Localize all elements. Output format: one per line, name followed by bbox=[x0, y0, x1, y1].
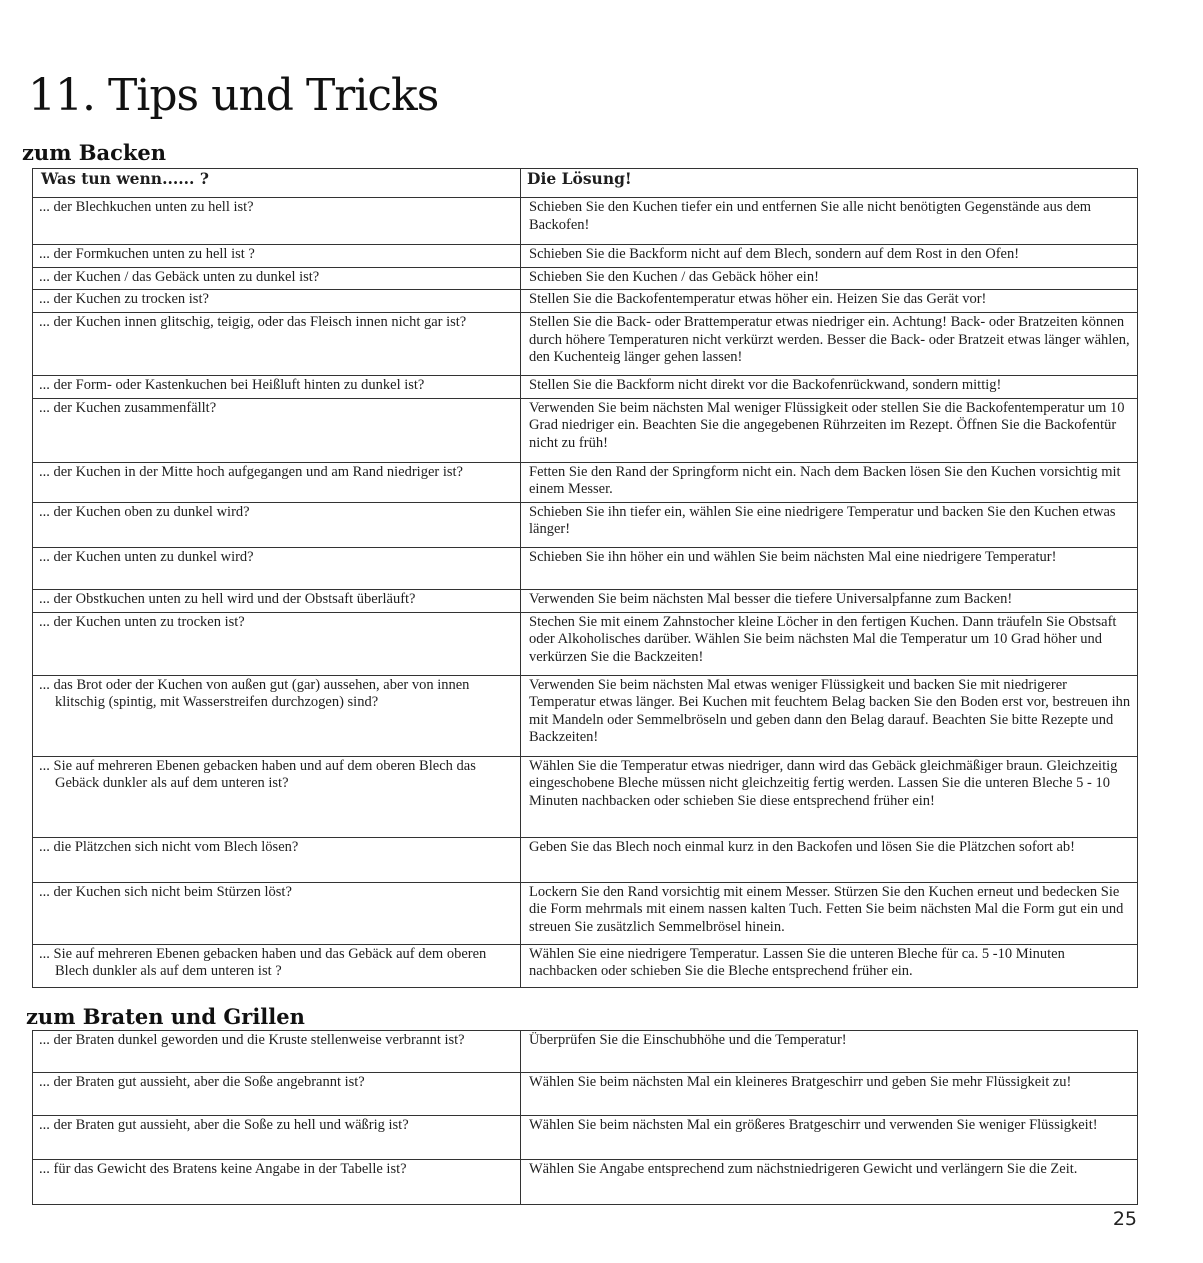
table-row bbox=[33, 267, 1138, 290]
question-cell bbox=[33, 245, 521, 268]
answer-cell: Überprüfen Sie die Einschubhöhe und die Temperatur! bbox=[521, 1031, 1138, 1073]
question-cell bbox=[33, 756, 521, 837]
table-row bbox=[33, 290, 1138, 313]
question-cell bbox=[33, 502, 521, 547]
page-title: 11. Tips und Tricks bbox=[28, 70, 439, 121]
table-braten bbox=[32, 1030, 1138, 1205]
table-row bbox=[33, 1116, 1138, 1160]
question-cell bbox=[33, 376, 521, 399]
table-row bbox=[33, 1160, 1138, 1205]
section-heading-backen: zum Backen bbox=[22, 140, 167, 165]
column-header-question: Was tun wenn...... ? bbox=[33, 169, 521, 198]
question-cell bbox=[33, 547, 521, 589]
question-text: ... der Kuchen unten zu dunkel wird? bbox=[39, 548, 254, 565]
table-backen bbox=[32, 168, 1138, 988]
table-row bbox=[33, 313, 1138, 376]
table-header-row bbox=[33, 169, 1138, 198]
question-text: ... der Obstkuchen unten zu hell wird und der Obstsaft überläuft? bbox=[39, 590, 416, 607]
answer-cell: Wählen Sie beim nächsten Mal ein größeres Bratgeschirr und verwenden Sie weniger Flüssigkeit! bbox=[521, 1116, 1138, 1160]
question-cell bbox=[33, 398, 521, 462]
question-text: ... der Kuchen innen glitschig, teigig, oder das Fleisch innen nicht gar ist? bbox=[39, 314, 467, 330]
answer-cell: Stellen Sie die Back- oder Brattemperatur etwas niedriger ein. Achtung! Back- oder Bratzeiten können durch höhere Temperaturen nicht verkürzt werden. Besser die Back- oder Bratzeit etwas länger wählen, den Kuchenteig länger gehen lassen! bbox=[521, 313, 1138, 376]
question-cell bbox=[33, 313, 521, 376]
answer-cell: Fetten Sie den Rand der Springform nicht ein. Nach dem Backen lösen Sie den Kuchen vorsichtig mit einem Messer. bbox=[521, 462, 1138, 502]
table-row bbox=[33, 198, 1138, 245]
answer-cell: Wählen Sie eine niedrigere Temperatur. Lassen Sie die unteren Bleche für ca. 5 -10 Minuten nachbacken oder schieben Sie die Bleche entsprechend früher ein. bbox=[521, 944, 1138, 987]
table-row bbox=[33, 675, 1138, 756]
answer-cell: Stechen Sie mit einem Zahnstocher kleine Löcher in den fertigen Kuchen. Dann träufeln Sie Obstsaft oder Alkoholisches darüber. Wählen Sie beim nächsten Mal die Temperatur um 10 Grad höher und verkürzen Sie die Backzeiten! bbox=[521, 612, 1138, 675]
answer-cell: Schieben Sie ihn tiefer ein, wählen Sie eine niedrigere Temperatur und backen Sie den Kuchen etwas länger! bbox=[521, 502, 1138, 547]
question-text: ... der Kuchen / das Gebäck unten zu dunkel ist? bbox=[39, 268, 320, 285]
answer-cell: Schieben Sie die Backform nicht auf dem Blech, sondern auf dem Rost in den Ofen! bbox=[521, 245, 1138, 268]
question-text: ... der Kuchen oben zu dunkel wird? bbox=[39, 503, 250, 520]
question-text: ... Sie auf mehreren Ebenen gebacken haben und das Gebäck auf dem oberen Blech dunkler als auf dem unteren ist ? bbox=[39, 945, 487, 979]
question-text: ... der Kuchen zu trocken ist? bbox=[39, 291, 209, 307]
answer-cell: Verwenden Sie beim nächsten Mal weniger Flüssigkeit oder stellen Sie die Backofentemperatur um 10 Grad niedriger ein. Beachten Sie die angegebenen Rührzeiten im Rezept. Öffnen Sie die Backofentür nicht zu früh! bbox=[521, 398, 1138, 462]
question-cell bbox=[33, 1160, 521, 1205]
question-cell bbox=[33, 1116, 521, 1160]
column-header-answer: Die Lösung! bbox=[521, 169, 1138, 198]
table-row bbox=[33, 502, 1138, 547]
question-cell bbox=[33, 198, 521, 245]
answer-cell: Lockern Sie den Rand vorsichtig mit einem Messer. Stürzen Sie den Kuchen erneut und bedecken Sie die Form mehrmals mit einem nassen kalten Tuch. Fetten Sie beim nächsten Mal die Form gut ein und streuen Sie zusätzlich Semmelbrösel hinein. bbox=[521, 882, 1138, 944]
question-cell bbox=[33, 290, 521, 313]
question-cell bbox=[33, 1031, 521, 1073]
table-row bbox=[33, 944, 1138, 987]
question-text: ... der Braten gut aussieht, aber die Soße zu hell und wäßrig ist? bbox=[39, 1117, 409, 1133]
section-heading-braten: zum Braten und Grillen bbox=[26, 1004, 305, 1029]
question-text: ... der Blechkuchen unten zu hell ist? bbox=[39, 199, 254, 215]
answer-cell: Wählen Sie die Temperatur etwas niedriger, dann wird das Gebäck gleichmäßiger braun. Gleichzeitig eingeschobene Bleche müssen nicht gleichzeitig fertig werden. Lassen Sie die unteren Bleche 5 - 10 Minuten nachbacken oder schieben Sie diese entsprechend früher ein! bbox=[521, 756, 1138, 837]
table-row bbox=[33, 547, 1138, 589]
table-row bbox=[33, 462, 1138, 502]
question-cell bbox=[33, 675, 521, 756]
question-text: ... der Kuchen sich nicht beim Stürzen löst? bbox=[39, 883, 292, 900]
question-text: ... der Kuchen in der Mitte hoch aufgegangen und am Rand niedriger ist? bbox=[39, 463, 463, 480]
question-text: ... der Kuchen unten zu trocken ist? bbox=[39, 613, 245, 630]
page-number: 25 bbox=[1112, 1208, 1137, 1230]
table-row bbox=[33, 837, 1138, 882]
answer-cell: Geben Sie das Blech noch einmal kurz in den Backofen und lösen Sie die Plätzchen sofort ab! bbox=[521, 837, 1138, 882]
question-text: ... die Plätzchen sich nicht vom Blech lösen? bbox=[39, 838, 299, 855]
table-row bbox=[33, 882, 1138, 944]
question-text: ... der Formkuchen unten zu hell ist ? bbox=[39, 246, 255, 262]
question-text: ... für das Gewicht des Bratens keine Angabe in der Tabelle ist? bbox=[39, 1161, 407, 1177]
question-text: ... der Kuchen zusammenfällt? bbox=[39, 399, 217, 416]
question-text: ... der Form- oder Kastenkuchen bei Heißluft hinten zu dunkel ist? bbox=[39, 377, 425, 393]
answer-cell: Wählen Sie beim nächsten Mal ein kleineres Bratgeschirr und geben Sie mehr Flüssigkeit zu! bbox=[521, 1073, 1138, 1116]
question-cell bbox=[33, 267, 521, 290]
table-row bbox=[33, 589, 1138, 612]
question-cell bbox=[33, 589, 521, 612]
answer-cell: Stellen Sie die Backofentemperatur etwas höher ein. Heizen Sie das Gerät vor! bbox=[521, 290, 1138, 313]
table-row bbox=[33, 1073, 1138, 1116]
answer-cell: Wählen Sie Angabe entsprechend zum nächstniedrigeren Gewicht und verlängern Sie die Zeit. bbox=[521, 1160, 1138, 1205]
table-row bbox=[33, 1031, 1138, 1073]
question-text: ... das Brot oder der Kuchen von außen gut (gar) aussehen, aber von innen klitschig (spintig, mit Wasserstreifen durchzogen) sind? bbox=[39, 676, 470, 710]
answer-cell: Verwenden Sie beim nächsten Mal besser die tiefere Universalpfanne zum Backen! bbox=[521, 589, 1138, 612]
question-cell bbox=[33, 462, 521, 502]
question-cell bbox=[33, 837, 521, 882]
table-row bbox=[33, 398, 1138, 462]
answer-cell: Verwenden Sie beim nächsten Mal etwas weniger Flüssigkeit und backen Sie mit niedrigerer Temperatur etwas länger. Bei Kuchen mit feuchtem Belag backen Sie den Boden erst vor, bestreuen ihn mit Mandeln oder Semmelbröseln und geben dann den Belag darauf. Beachten Sie bitte Rezepte und Backzeiten! bbox=[521, 675, 1138, 756]
table-row bbox=[33, 756, 1138, 837]
question-cell bbox=[33, 882, 521, 944]
question-cell bbox=[33, 1073, 521, 1116]
question-text: ... Sie auf mehreren Ebenen gebacken haben und auf dem oberen Blech das Gebäck dunkler als auf dem unteren ist? bbox=[39, 757, 476, 791]
table-row bbox=[33, 612, 1138, 675]
answer-cell: Schieben Sie den Kuchen / das Gebäck höher ein! bbox=[521, 267, 1138, 290]
answer-cell: Stellen Sie die Backform nicht direkt vor die Backofenrückwand, sondern mittig! bbox=[521, 376, 1138, 399]
question-text: ... der Braten gut aussieht, aber die Soße angebrannt ist? bbox=[39, 1074, 365, 1090]
answer-cell: Schieben Sie ihn höher ein und wählen Sie beim nächsten Mal eine niedrigere Temperatur! bbox=[521, 547, 1138, 589]
table-row bbox=[33, 245, 1138, 268]
answer-cell: Schieben Sie den Kuchen tiefer ein und entfernen Sie alle nicht benötigten Gegenstände aus dem Backofen! bbox=[521, 198, 1138, 245]
question-cell bbox=[33, 612, 521, 675]
question-cell bbox=[33, 944, 521, 987]
table-row bbox=[33, 376, 1138, 399]
question-text: ... der Braten dunkel geworden und die Kruste stellenweise verbrannt ist? bbox=[39, 1032, 465, 1048]
